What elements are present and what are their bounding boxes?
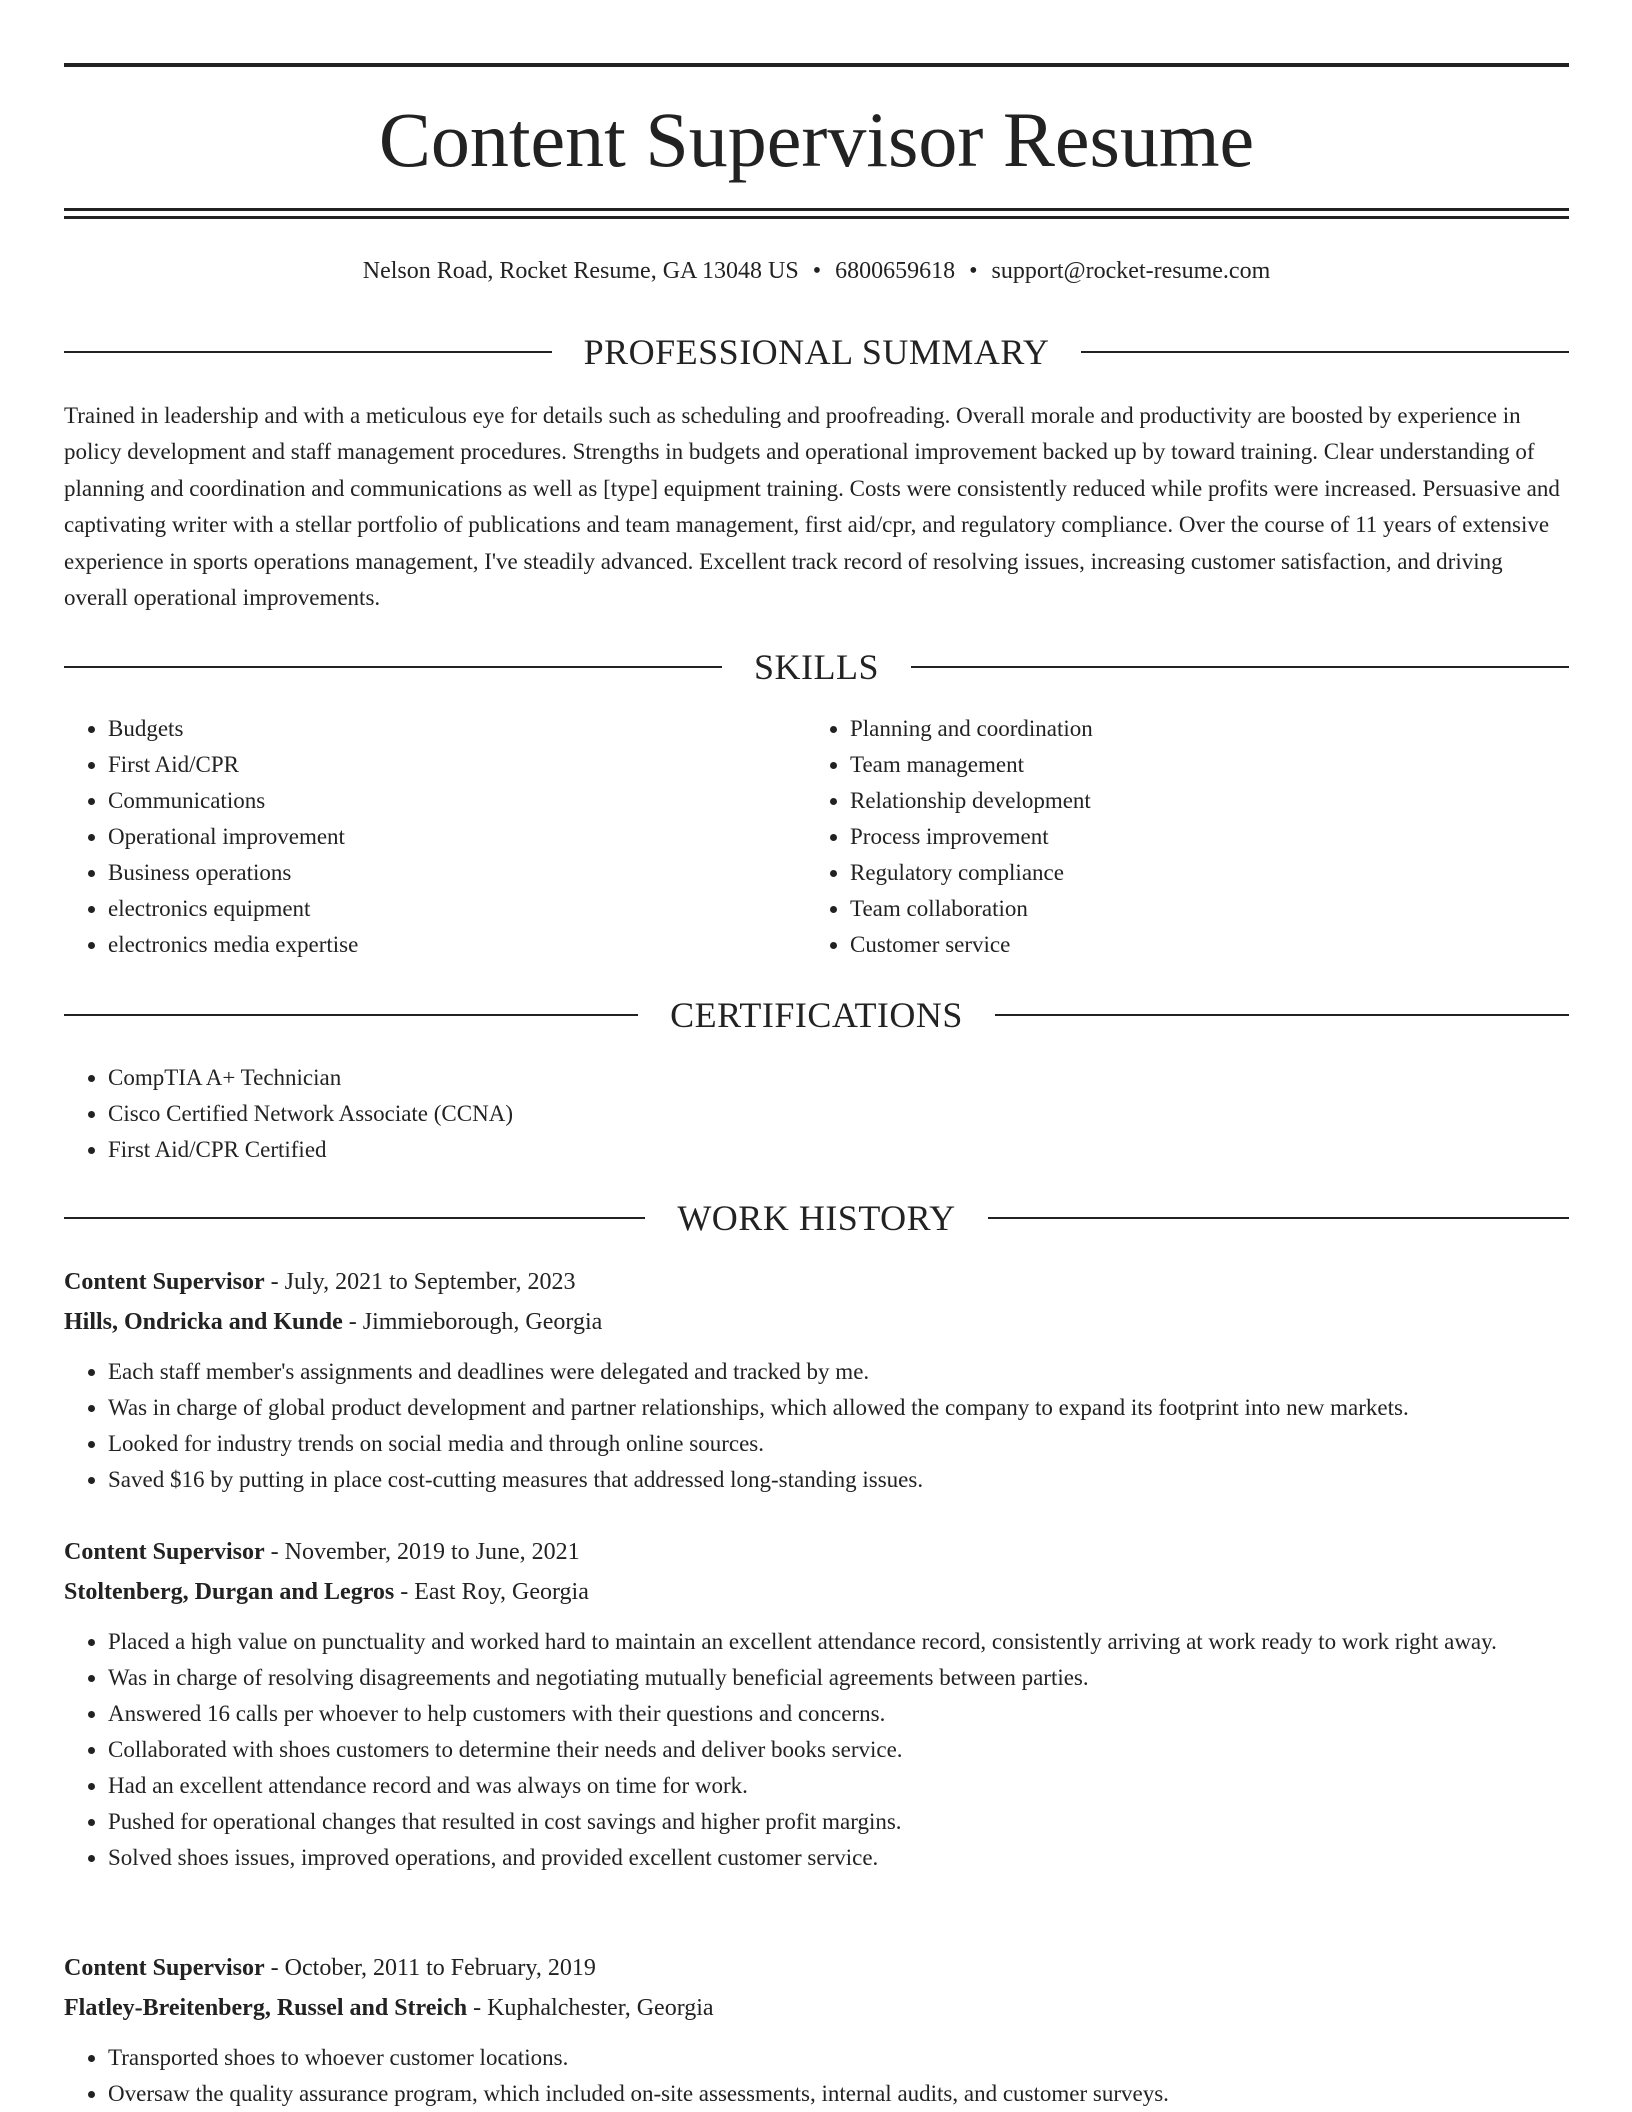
job-title-line [64,1532,1569,1572]
job-title-line [64,1948,1569,1988]
skill-item: • Business operations [108,855,764,891]
job-bullet: • Was in charge of resolving disagreements and negotiating mutually beneficial agreements between parties. [108,1660,1569,1696]
heading-rule-right [1081,351,1569,353]
job-bullets [64,2040,1569,2112]
heading-rule-right [988,1217,1569,1219]
job-title: Content Supervisor [64,1269,265,1295]
summary-heading-row [64,330,1569,374]
job-company-line [64,1988,1569,2028]
job-bullet: • Each staff member's assignments and deadlines were delegated and tracked by me. [108,1354,1569,1390]
certifications-heading: CERTIFICATIONS [670,995,963,1035]
job-entry [64,1532,1569,1876]
top-rule [64,63,1569,67]
heading-rule-left [64,1014,638,1016]
job-title: Content Supervisor [64,1955,265,1981]
job-dates: - July, 2021 to September, 2023 [264,1269,576,1295]
job-bullet: • Looked for industry trends on social media and through online sources. [108,1426,1569,1462]
skill-item: • Process improvement [850,819,1506,855]
skill-item: • Customer service [850,927,1506,963]
contact-phone: 6800659618 [835,258,956,284]
job-dates: - October, 2011 to February, 2019 [264,1955,596,1981]
work-heading-row [64,1196,1569,1240]
job-entry [64,1948,1569,2112]
heading-rule-left [64,351,552,353]
skill-item: • Operational improvement [108,819,764,855]
job-bullet: • Placed a high value on punctuality and worked hard to maintain an excellent attendance record, consistently arriving at work ready to work right away. [108,1624,1569,1660]
contact-email: support@rocket-resume.com [991,258,1271,284]
job-bullet: • Solved shoes issues, improved operations, and provided excellent customer service. [108,1840,1569,1876]
job-bullets [64,1354,1569,1498]
skill-item: • Team management [850,747,1506,783]
skills-column-right [806,711,1506,963]
job-dates: - November, 2019 to June, 2021 [264,1539,580,1565]
skill-item: • First Aid/CPR [108,747,764,783]
certification-item: • Cisco Certified Network Associate (CCNA) [108,1096,1569,1132]
heading-rule-right [995,1014,1569,1016]
skill-item: • electronics media expertise [108,927,764,963]
job-location: - Kuphalchester, Georgia [467,1995,714,2021]
job-bullet: • Was in charge of global product development and partner relationships, which allowed the company to expand its footprint into new markets. [108,1390,1569,1426]
job-location: - Jimmieborough, Georgia [342,1309,603,1335]
job-bullet: • Had an excellent attendance record and was always on time for work. [108,1768,1569,1804]
skills-heading-row [64,645,1569,689]
job-company: Flatley-Breitenberg, Russel and Streich [64,1995,468,2021]
summary-heading: PROFESSIONAL SUMMARY [583,332,1050,372]
job-bullet: • Answered 16 calls per whoever to help customers with their questions and concerns. [108,1696,1569,1732]
job-bullet: • Pushed for operational changes that resulted in cost savings and higher profit margins. [108,1804,1569,1840]
skill-item: • Budgets [108,711,764,747]
contact-line [64,254,1569,288]
summary-text: Trained in leadership and with a meticulous eye for details such as scheduling and proofreading. Overall morale and productivity are boosted by experience in policy development and staff management procedures. Strengths in budgets and operational improvement backed up by toward training. Clear understanding of planning and coordination and communications as well as [type] equipment training. Costs were consistently reduced while profits were increased. Persuasive and captivating writer with a stellar portfolio of publications and team management, first aid/cpr, and regulatory compliance. Over the course of 11 years of extensive experience in sports operations management, I've steadily advanced. Excellent track record of resolving issues, increasing customer satisfaction, and driving overall operational improvements. [64,403,1560,611]
heading-rule-left [64,666,722,668]
heading-rule-left [64,1217,645,1219]
job-title-line [64,1262,1569,1302]
heading-rule-right [911,666,1569,668]
job-location: - East Roy, Georgia [394,1579,589,1605]
contact-separator: • [812,258,822,284]
skills-column-left [64,711,764,963]
job-bullet: • Collaborated with shoes customers to determine their needs and deliver books service. [108,1732,1569,1768]
job-title: Content Supervisor [64,1539,265,1565]
skill-item: • Regulatory compliance [850,855,1506,891]
job-company: Hills, Ondricka and Kunde [64,1309,343,1335]
certifications-list [64,1060,1569,1168]
skill-item: • Communications [108,783,764,819]
job-company: Stoltenberg, Durgan and Legros [64,1579,395,1605]
skill-item: • electronics equipment [108,891,764,927]
contact-separator: • [969,258,978,284]
job-company-line [64,1572,1569,1612]
job-bullets [64,1624,1569,1876]
skills-heading: SKILLS [754,647,880,687]
title-double-rule [64,208,1569,219]
page-title: Content Supervisor Resume [378,96,1255,183]
contact-address: Nelson Road, Rocket Resume, GA 13048 US [362,258,799,284]
certification-item: • CompTIA A+ Technician [108,1060,1569,1096]
job-bullet: • Saved $16 by putting in place cost-cutting measures that addressed long-standing issues. [108,1462,1569,1498]
work-heading: WORK HISTORY [677,1198,956,1238]
skill-item: • Planning and coordination [850,711,1506,747]
job-bullet: • Transported shoes to whoever customer locations. [108,2040,1569,2076]
job-company-line [64,1302,1569,1342]
job-bullet: • Oversaw the quality assurance program, which included on-site assessments, internal audits, and customer surveys. [108,2076,1569,2112]
skill-item: • Relationship development [850,783,1506,819]
job-entry [64,1262,1569,1498]
skill-item: • Team collaboration [850,891,1506,927]
certifications-heading-row [64,993,1569,1037]
certification-item: • First Aid/CPR Certified [108,1132,1569,1168]
